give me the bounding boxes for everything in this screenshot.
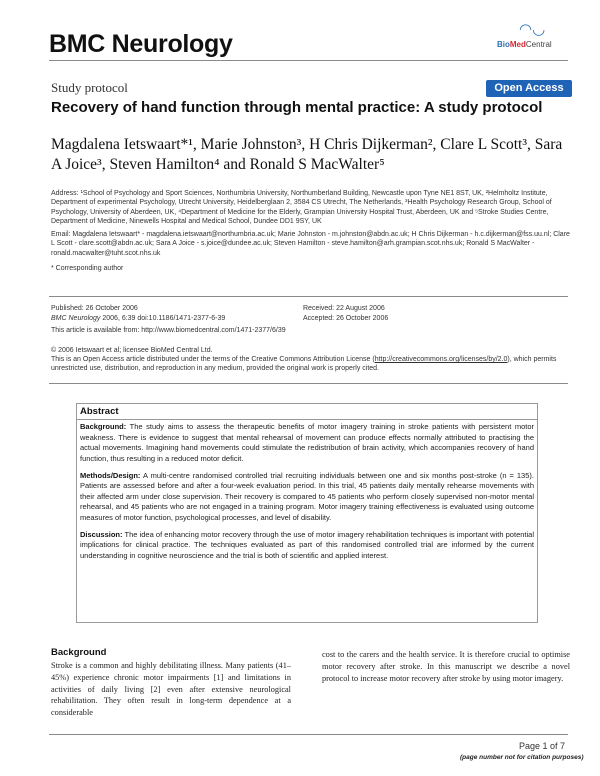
page-note: (page number not for citation purposes) [460,754,584,761]
body-column-left: Stroke is a common and highly debilitating illness. Many patients (41–45%) experience chronic motor impairments [1] and limitations in activities of daily living [2] even after extensive neurological rehabilitation. They often result in long-term dependence at a considerable [51,661,291,718]
footer-rule [49,734,568,735]
open-access-badge: Open Access [486,80,572,97]
license-rule [49,383,568,384]
article-url[interactable]: This article is available from: http://www.biomedcentral.com/1471-2377/6/39 [51,327,286,334]
journal-title: BMC Neurology [49,30,233,58]
license-link[interactable]: http://creativecommons.org/licenses/by/2.0 [374,356,508,363]
biomed-swoosh-icon: ◠◡ [519,21,546,38]
article-title: Recovery of hand function through mental practice: A study protocol [51,99,543,116]
abstract-background: Background: The study aims to assess the therapeutic benefits of motor imagery training in stroke patients with persistent motor weakness. There is evidence to suggest that mental rehearsal of movement can produce effects normally attributed to practising the actual movements. Imagining hand movements could stimulate the redistribution of brain activity, which accompanies recovery of hand function, thus resulting in a reduced motor deficit. [80,422,534,463]
biomed-central-logo[interactable] [497,20,567,54]
published-date: Published: 26 October 2006 [51,305,138,312]
section-heading: Background [51,647,107,658]
article-type: Study protocol [51,80,128,95]
copyright: © 2006 Ietswaart et al; licensee BioMed Central Ltd. [51,347,213,354]
abstract-discussion: Discussion: The idea of enhancing motor recovery through the use of motor imagery rehabilitation techniques is important with potential implications for clinical practice. The techniques evaluated as part of this randomised controlled trial are informed by the current understanding in cognitive neuroscience and the trial is both of scientific and applied interest. [80,529,534,560]
author-list: Magdalena Ietswaart*¹, Marie Johnston³, H Chris Dijkerman², Clare L Scott³, Sara A Joice³, Steven Hamilton⁴ and Ronald S MacWalter⁵ [51,136,563,173]
email-list: Email: Magdalena Ietswaart* - magdalena.ietswaart@northumbria.ac.uk; Marie Johnston - m.johnston@abdn.ac.uk; H Chris Dijkerman - h.c.dijkerman@fss.uu.nl; Clare L Scott - clare.scott@abdn.ac.uk; Sara A Joice - s.joice@dundee.ac.uk; Steven Hamilton - steve.hamilton@arh.grampian.scot.nhs.uk; Ronald S MacWalter - ronald.macwalter@tuht.scot.nhs.uk [51,231,570,257]
affiliations: Address: ¹School of Psychology and Sport Sciences, Northumbria University, Northumberland Building, Newcastle upon Tyne NE1 8ST, UK, ²Helmholtz Institute, Department of experimental Psychology, Utrecht University, Heidelberglaan 2, 3584 CS Utrecht, The Netherlands, ³Health Psychology Research Group, School of Psychology, University of Aberdeen, UK, ⁴Department of Medicine for the Elderly, Grampian University Hospital Trust, Aberdeen, UK and ⁵Stroke Studies Centre, Department of Medicine, Ninewells Hospital and Medical School, Dundee DD1 9SY, UK [51,190,552,226]
received-date: Received: 22 August 2006 [303,305,385,312]
meta-rule [49,296,568,297]
abstract-body [80,422,534,568]
accepted-date: Accepted: 26 October 2006 [303,315,389,322]
abstract-heading: Abstract [80,406,119,417]
license-text: This is an Open Access article distributed under the terms of the Creative Commons Attribution License (http://creativecommons.org/licenses/by/2.0), which permits unrestricted use, distribution, and reproduction in any medium, provided the original work is properly cited. [51,356,557,373]
abstract-methods: Methods/Design: A multi-centre randomised controlled trial recruiting individuals between one and six months post-stroke (n = 135). Patients are assessed before and after a four-week evaluation period. In this trial, 45 patients daily mentally rehearse movements with their affected arm under close supervision. Their recovery is compared to 45 patients who perform closely supervised non-motor mental rehearsal, and 45 patients who are not engaged in a training program. Motor imagery training effectiveness is evaluated using outcome measures of motor function, psychological processes, and level of disability. [80,470,534,522]
page-number: Page 1 of 7 [519,741,566,751]
abstract-rule [77,419,537,420]
logo-text: BioMedCentral [497,40,552,49]
body-column-right: cost to the carers and the health service. It is therefore crucial to optimise motor recovery after stroke. In this manuscript we describe a novel protocol to increase motor recovery after stroke by using motor imagery. [322,650,570,683]
abstract-box [76,403,538,623]
corresponding-note: * Corresponding author [51,265,124,272]
citation: BMC Neurology 2006, 6:39 doi:10.1186/1471-2377-6-39 [51,315,226,322]
header-rule [49,60,568,61]
